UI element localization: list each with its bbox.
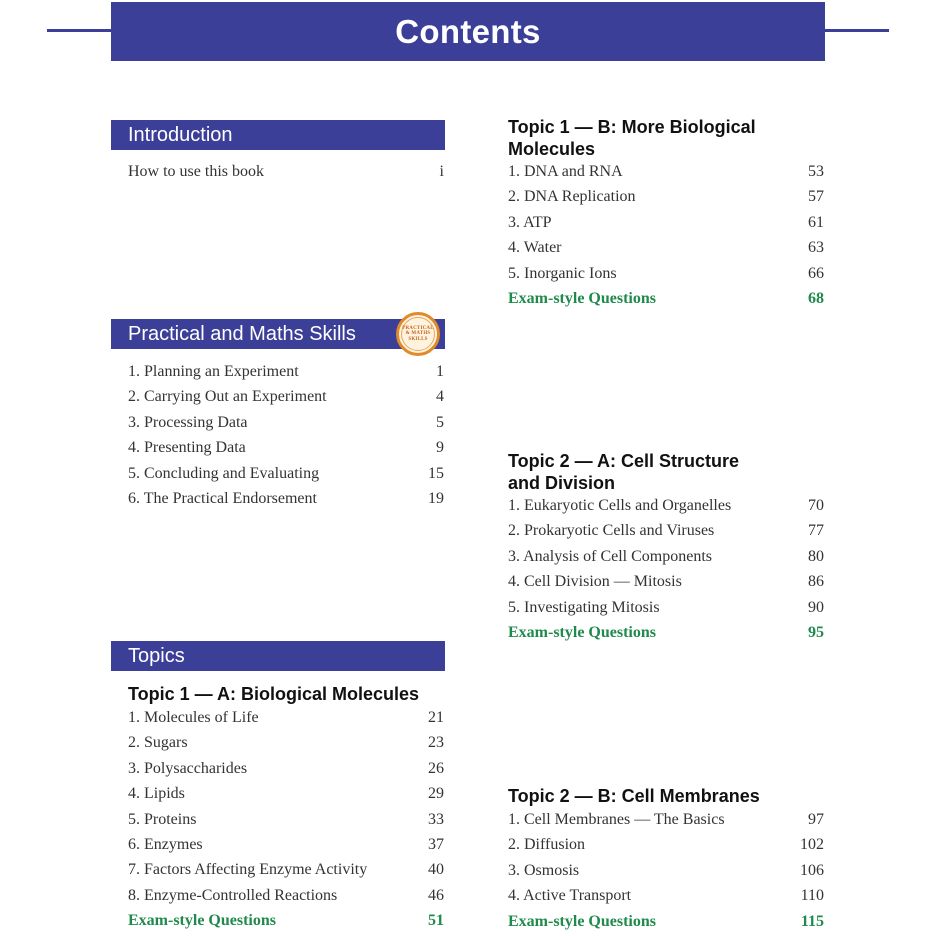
toc-entry-page: 63: [808, 239, 824, 257]
toc-entry[interactable]: [128, 883, 444, 908]
toc-entry-page: 15: [428, 464, 444, 482]
toc-entry-page: 9: [436, 439, 444, 457]
topic-1a-list: [128, 705, 444, 934]
toc-entry-page: 26: [428, 759, 444, 777]
section-practical-heading: Practical and Maths Skills: [111, 319, 445, 349]
topic-1b-title: [508, 116, 756, 160]
topic-2a-title-line1: Topic 2 — A: Cell Structure: [508, 451, 740, 471]
toc-entry-page: 23: [428, 734, 444, 752]
exam-questions-entry[interactable]: [128, 908, 444, 933]
toc-entry-page: 110: [800, 887, 824, 905]
toc-entry-page: 90: [808, 598, 824, 616]
toc-entry-label: 6. Enzymes: [128, 835, 203, 853]
toc-entry-label: 3. Analysis of Cell Components: [508, 547, 712, 565]
toc-entry[interactable]: [128, 435, 444, 460]
toc-entry-label: 5. Inorganic Ions: [508, 264, 617, 282]
toc-entry-page: 97: [808, 811, 824, 828]
toc-entry-page: 46: [428, 886, 444, 904]
toc-entry[interactable]: [508, 569, 824, 594]
toc-entry-page: 77: [808, 522, 824, 540]
toc-entry[interactable]: [128, 857, 444, 882]
toc-entry-page: 33: [428, 810, 444, 828]
toc-entry-label: 1. Planning an Experiment: [128, 363, 299, 380]
toc-entry[interactable]: [508, 518, 824, 543]
toc-entry[interactable]: [508, 235, 824, 260]
toc-entry[interactable]: [128, 807, 444, 832]
toc-entry-label: 3. ATP: [508, 213, 552, 231]
toc-entry[interactable]: [128, 384, 444, 409]
toc-entry[interactable]: [128, 159, 444, 184]
toc-entry-label: 1. Cell Membranes — The Basics: [508, 811, 725, 828]
badge-text-3: SKILLS: [408, 336, 428, 342]
toc-entry-page: 57: [808, 188, 824, 206]
toc-entry[interactable]: [508, 159, 824, 184]
toc-entry-label: 5. Concluding and Evaluating: [128, 464, 320, 482]
toc-entry[interactable]: [508, 832, 824, 857]
toc-entry[interactable]: [128, 410, 444, 435]
toc-entry-page: 86: [808, 573, 824, 591]
toc-entry-page: 37: [428, 835, 444, 853]
exam-questions-entry[interactable]: [508, 286, 824, 311]
toc-entry-label: 2. Carrying Out an Experiment: [128, 388, 327, 406]
toc-entry[interactable]: [128, 486, 444, 511]
topic-1b-list: [508, 159, 824, 311]
badge-text-2: & MATHS: [405, 331, 431, 337]
toc-entry-label: 2. Diffusion: [508, 836, 586, 854]
toc-entry[interactable]: [128, 756, 444, 781]
exam-questions-entry[interactable]: [508, 620, 824, 645]
exam-questions-page: 68: [808, 289, 824, 307]
toc-entry-label: 7. Factors Affecting Enzyme Activity: [128, 861, 368, 879]
toc-entry-page: 66: [808, 264, 824, 282]
toc-entry[interactable]: [508, 261, 824, 286]
exam-questions-entry[interactable]: [508, 909, 824, 934]
toc-entry[interactable]: [508, 493, 824, 518]
topic-1b-title-line1: Topic 1 — B: More Biological: [508, 117, 756, 137]
topic-1b-title-line2: Molecules: [508, 139, 596, 159]
toc-entry-label: How to use this book: [128, 163, 264, 180]
badge-text-1: PRACTICAL: [402, 325, 434, 331]
toc-entry-page: i: [439, 163, 444, 180]
toc-entry-page: 53: [808, 163, 824, 180]
toc-entry[interactable]: [128, 461, 444, 486]
toc-entry[interactable]: [128, 781, 444, 806]
toc-entry-page: 4: [436, 388, 444, 406]
section-introduction-heading: Introduction: [111, 120, 445, 150]
toc-entry-page: 70: [808, 497, 824, 514]
toc-entry-label: 3. Polysaccharides: [128, 759, 248, 777]
toc-entry-label: 6. The Practical Endorsement: [128, 489, 317, 507]
topic-2b-title: Topic 2 — B: Cell Membranes: [508, 786, 760, 806]
toc-entry-label: 2. DNA Replication: [508, 188, 636, 206]
topic-1a-title: Topic 1 — A: Biological Molecules: [128, 684, 420, 704]
exam-questions-page: 51: [428, 912, 444, 930]
toc-entry[interactable]: [508, 210, 824, 235]
toc-entry-label: 4. Water: [508, 239, 562, 257]
toc-entry-page: 5: [436, 413, 444, 431]
title-rule-left: [47, 29, 117, 32]
exam-questions-page: 95: [808, 623, 824, 641]
toc-entry[interactable]: [508, 858, 824, 883]
toc-entry[interactable]: [128, 730, 444, 755]
toc-entry-label: 2. Prokaryotic Cells and Viruses: [508, 522, 715, 540]
toc-entry-label: 3. Osmosis: [508, 861, 580, 879]
toc-entry[interactable]: [508, 184, 824, 209]
toc-entry-page: 102: [800, 836, 824, 854]
exam-questions-label: Exam-style Questions: [508, 289, 656, 307]
toc-entry[interactable]: [508, 595, 824, 620]
toc-entry-page: 61: [808, 213, 824, 231]
toc-entry-label: 4. Presenting Data: [128, 439, 246, 457]
exam-questions-label: Exam-style Questions: [128, 912, 276, 930]
toc-entry[interactable]: [128, 832, 444, 857]
topic-2a-title: [508, 450, 739, 494]
title-rule-right: [820, 29, 889, 32]
toc-entry-label: 4. Lipids: [128, 785, 185, 803]
exam-questions-label: Exam-style Questions: [508, 912, 656, 930]
toc-entry[interactable]: [128, 359, 444, 384]
toc-entry-page: 19: [428, 489, 444, 507]
toc-entry-page: 29: [428, 785, 444, 803]
toc-entry-page: 1: [436, 363, 444, 380]
toc-entry-page: 40: [428, 861, 444, 879]
topic-2a-list: [508, 493, 824, 645]
practical-list: [128, 359, 444, 511]
toc-entry-label: 8. Enzyme-Controlled Reactions: [128, 886, 338, 904]
introduction-list: [128, 159, 444, 184]
toc-entry-page: 21: [428, 709, 444, 726]
toc-entry-label: 3. Processing Data: [128, 413, 248, 431]
toc-entry-label: 1. DNA and RNA: [508, 163, 623, 180]
toc-entry-label: 5. Investigating Mitosis: [508, 598, 660, 616]
toc-entry-label: 1. Molecules of Life: [128, 709, 259, 726]
toc-entry[interactable]: [508, 544, 824, 569]
toc-entry-label: 4. Active Transport: [508, 887, 632, 905]
topic-2a-title-line2: and Division: [508, 473, 616, 493]
exam-questions-label: Exam-style Questions: [508, 623, 656, 641]
toc-entry-label: 1. Eukaryotic Cells and Organelles: [508, 497, 732, 514]
toc-entry-page: 106: [800, 861, 824, 879]
section-topics-heading: Topics: [111, 641, 445, 671]
toc-entry-page: 80: [808, 547, 824, 565]
toc-entry[interactable]: [508, 807, 824, 832]
toc-entry[interactable]: [128, 705, 444, 730]
toc-entry-label: 5. Proteins: [128, 810, 197, 828]
toc-entry-label: 2. Sugars: [128, 734, 188, 752]
toc-entry-label: 4. Cell Division — Mitosis: [508, 573, 682, 591]
page-title: Contents: [111, 2, 825, 61]
practical-skills-badge-icon: [396, 312, 440, 356]
topic-2b-list: [508, 807, 824, 934]
toc-entry[interactable]: [508, 883, 824, 908]
exam-questions-page: 115: [800, 912, 824, 930]
